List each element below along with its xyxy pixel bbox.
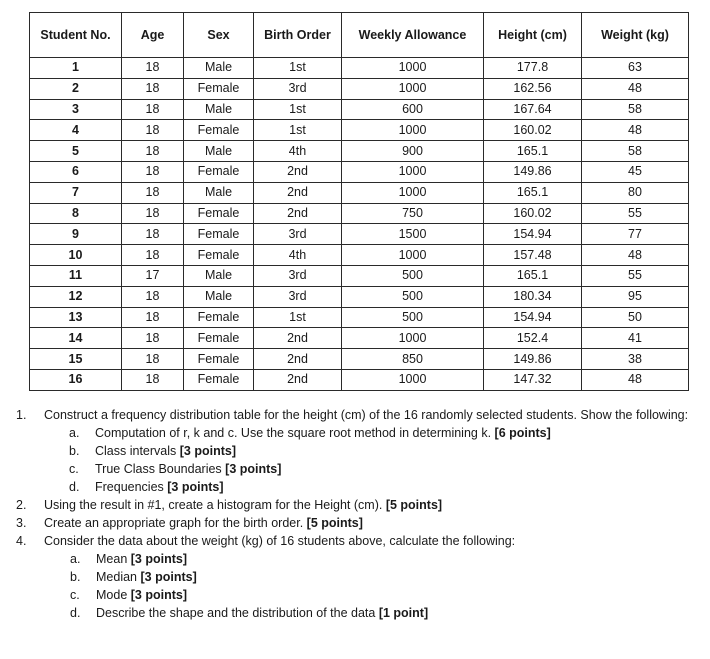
cell-student-no: 7 [30, 182, 122, 203]
cell-age: 17 [122, 265, 184, 286]
cell-weight: 77 [582, 224, 689, 245]
subitem-text: Describe the shape and the distribution of the data [96, 606, 379, 620]
cell-height: 152.4 [484, 328, 582, 349]
cell-weight: 48 [582, 78, 689, 99]
table-row [30, 245, 689, 266]
subitem-letter: c. [70, 588, 80, 602]
cell-height: 154.94 [484, 307, 582, 328]
cell-age: 18 [122, 307, 184, 328]
cell-student-no: 10 [30, 245, 122, 266]
table-row [30, 328, 689, 349]
cell-height: 177.8 [484, 58, 582, 79]
cell-birth-order: 2nd [254, 369, 342, 390]
cell-height: 160.02 [484, 120, 582, 141]
subitem-text: True Class Boundaries [95, 462, 226, 476]
cell-birth-order: 1st [254, 99, 342, 120]
cell-sex: Male [184, 182, 254, 203]
table-row [30, 99, 689, 120]
subitem-letter: b. [69, 444, 80, 458]
cell-weight: 41 [582, 328, 689, 349]
cell-weekly-allowance: 1000 [342, 58, 484, 79]
cell-height: 149.86 [484, 161, 582, 182]
subitem-4c [70, 586, 700, 604]
cell-sex: Male [184, 58, 254, 79]
question-number: 2. [16, 498, 27, 512]
cell-weekly-allowance: 1000 [342, 369, 484, 390]
subitem-1b [69, 442, 700, 460]
cell-age: 18 [122, 161, 184, 182]
cell-birth-order: 2nd [254, 328, 342, 349]
cell-weekly-allowance: 500 [342, 286, 484, 307]
cell-birth-order: 2nd [254, 161, 342, 182]
header-weight: Weight (kg) [582, 13, 689, 58]
cell-weight: 80 [582, 182, 689, 203]
cell-weekly-allowance: 1000 [342, 328, 484, 349]
subitem-1c [69, 460, 700, 478]
cell-height: 147.32 [484, 369, 582, 390]
cell-sex: Female [184, 203, 254, 224]
cell-weight: 50 [582, 307, 689, 328]
cell-height: 154.94 [484, 224, 582, 245]
cell-height: 160.02 [484, 203, 582, 224]
question-1-subitems [44, 424, 700, 496]
cell-weight: 48 [582, 369, 689, 390]
cell-age: 18 [122, 99, 184, 120]
cell-age: 18 [122, 141, 184, 162]
cell-student-no: 12 [30, 286, 122, 307]
subitem-1a [69, 424, 700, 442]
cell-height: 165.1 [484, 182, 582, 203]
cell-height: 157.48 [484, 245, 582, 266]
cell-student-no: 9 [30, 224, 122, 245]
table-row [30, 161, 689, 182]
subitem-text: Computation of r, k and c. Use the square root method in determining k. [95, 426, 495, 440]
cell-student-no: 13 [30, 307, 122, 328]
question-text: Create an appropriate graph for the birth order. [44, 516, 307, 530]
cell-birth-order: 2nd [254, 203, 342, 224]
cell-age: 18 [122, 224, 184, 245]
cell-weight: 38 [582, 349, 689, 370]
cell-sex: Female [184, 161, 254, 182]
table-row [30, 141, 689, 162]
subitem-letter: a. [69, 426, 80, 440]
cell-sex: Female [184, 78, 254, 99]
cell-sex: Male [184, 286, 254, 307]
table-header-row [30, 13, 689, 58]
subitem-letter: c. [69, 462, 79, 476]
cell-sex: Female [184, 307, 254, 328]
cell-weight: 95 [582, 286, 689, 307]
points-label: [3 points] [167, 480, 224, 494]
cell-height: 165.1 [484, 141, 582, 162]
cell-birth-order: 2nd [254, 349, 342, 370]
question-text: Using the result in #1, create a histogram for the Height (cm). [44, 498, 386, 512]
cell-weekly-allowance: 1000 [342, 245, 484, 266]
question-3 [16, 514, 700, 532]
cell-birth-order: 1st [254, 120, 342, 141]
cell-weekly-allowance: 1000 [342, 120, 484, 141]
cell-weight: 48 [582, 245, 689, 266]
cell-height: 165.1 [484, 265, 582, 286]
cell-height: 180.34 [484, 286, 582, 307]
subitem-text: Median [96, 570, 141, 584]
cell-birth-order: 2nd [254, 182, 342, 203]
question-text: Consider the data about the weight (kg) of 16 students above, calculate the following: [44, 534, 516, 548]
table-row [30, 307, 689, 328]
cell-weight: 45 [582, 161, 689, 182]
cell-weekly-allowance: 600 [342, 99, 484, 120]
question-number: 1. [16, 408, 27, 422]
question-4 [16, 532, 700, 622]
cell-weekly-allowance: 1500 [342, 224, 484, 245]
cell-sex: Male [184, 265, 254, 286]
subitem-4d [70, 604, 700, 622]
cell-weight: 58 [582, 141, 689, 162]
cell-weekly-allowance: 1000 [342, 78, 484, 99]
table-row [30, 349, 689, 370]
cell-student-no: 4 [30, 120, 122, 141]
cell-birth-order: 1st [254, 307, 342, 328]
cell-student-no: 11 [30, 265, 122, 286]
cell-age: 18 [122, 78, 184, 99]
cell-weight: 63 [582, 58, 689, 79]
cell-student-no: 14 [30, 328, 122, 349]
cell-weight: 58 [582, 99, 689, 120]
table-row [30, 203, 689, 224]
cell-age: 18 [122, 58, 184, 79]
cell-age: 18 [122, 120, 184, 141]
cell-age: 18 [122, 182, 184, 203]
cell-height: 162.56 [484, 78, 582, 99]
cell-weekly-allowance: 900 [342, 141, 484, 162]
subitem-text: Class intervals [95, 444, 180, 458]
cell-birth-order: 3rd [254, 224, 342, 245]
header-sex: Sex [184, 13, 254, 58]
questions-list [16, 406, 700, 622]
question-2 [16, 496, 700, 514]
question-4-subitems [44, 550, 700, 622]
cell-age: 18 [122, 328, 184, 349]
cell-weekly-allowance: 1000 [342, 161, 484, 182]
cell-birth-order: 4th [254, 245, 342, 266]
cell-sex: Female [184, 369, 254, 390]
subitem-text: Frequencies [95, 480, 168, 494]
points-label: [3 points] [130, 552, 187, 566]
subitem-1d [69, 478, 700, 496]
table-row [30, 286, 689, 307]
points-label: [1 point] [378, 606, 429, 620]
cell-weight: 48 [582, 120, 689, 141]
cell-weight: 55 [582, 265, 689, 286]
subitem-letter: a. [70, 552, 81, 566]
table-row [30, 120, 689, 141]
subitem-text: Mode [96, 588, 131, 602]
cell-birth-order: 1st [254, 58, 342, 79]
table-row [30, 369, 689, 390]
cell-birth-order: 3rd [254, 286, 342, 307]
table-row [30, 182, 689, 203]
table-row [30, 58, 689, 79]
cell-birth-order: 4th [254, 141, 342, 162]
subitem-text: Mean [96, 552, 131, 566]
subitem-letter: d. [70, 606, 81, 620]
question-number: 4. [16, 534, 27, 548]
cell-student-no: 15 [30, 349, 122, 370]
cell-sex: Female [184, 245, 254, 266]
cell-age: 18 [122, 245, 184, 266]
table-row [30, 265, 689, 286]
cell-height: 149.86 [484, 349, 582, 370]
cell-student-no: 5 [30, 141, 122, 162]
header-age: Age [122, 13, 184, 58]
cell-height: 167.64 [484, 99, 582, 120]
cell-age: 18 [122, 203, 184, 224]
table-row [30, 78, 689, 99]
cell-weekly-allowance: 500 [342, 265, 484, 286]
cell-student-no: 8 [30, 203, 122, 224]
cell-age: 18 [122, 349, 184, 370]
points-label: [5 points] [306, 516, 363, 530]
cell-weekly-allowance: 500 [342, 307, 484, 328]
subitem-4a [70, 550, 700, 568]
question-1 [16, 406, 700, 496]
cell-birth-order: 3rd [254, 78, 342, 99]
header-weekly-allowance: Weekly Allowance [342, 13, 484, 58]
table-row [30, 224, 689, 245]
cell-birth-order: 3rd [254, 265, 342, 286]
question-number: 3. [16, 516, 27, 530]
header-birth-order: Birth Order [254, 13, 342, 58]
cell-sex: Female [184, 120, 254, 141]
points-label: [6 points] [494, 426, 551, 440]
points-label: [3 points] [225, 462, 282, 476]
subitem-letter: b. [70, 570, 81, 584]
cell-sex: Female [184, 224, 254, 245]
cell-student-no: 16 [30, 369, 122, 390]
cell-weekly-allowance: 1000 [342, 182, 484, 203]
cell-student-no: 1 [30, 58, 122, 79]
cell-age: 18 [122, 369, 184, 390]
points-label: [5 points] [385, 498, 443, 512]
subitem-letter: d. [69, 480, 80, 494]
cell-student-no: 2 [30, 78, 122, 99]
subitem-4b [70, 568, 700, 586]
cell-student-no: 3 [30, 99, 122, 120]
cell-student-no: 6 [30, 161, 122, 182]
cell-weekly-allowance: 850 [342, 349, 484, 370]
header-student-no: Student No. [30, 13, 122, 58]
cell-sex: Male [184, 99, 254, 120]
cell-weekly-allowance: 750 [342, 203, 484, 224]
header-height: Height (cm) [484, 13, 582, 58]
cell-weight: 55 [582, 203, 689, 224]
cell-sex: Female [184, 349, 254, 370]
cell-sex: Female [184, 328, 254, 349]
cell-age: 18 [122, 286, 184, 307]
points-label: [3 points] [140, 570, 197, 584]
question-text: Construct a frequency distribution table for the height (cm) of the 16 randomly selected students. Show the following: [44, 408, 689, 422]
points-label: [3 points] [179, 444, 236, 458]
points-label: [3 points] [130, 588, 187, 602]
cell-sex: Male [184, 141, 254, 162]
student-data-table [29, 12, 689, 391]
